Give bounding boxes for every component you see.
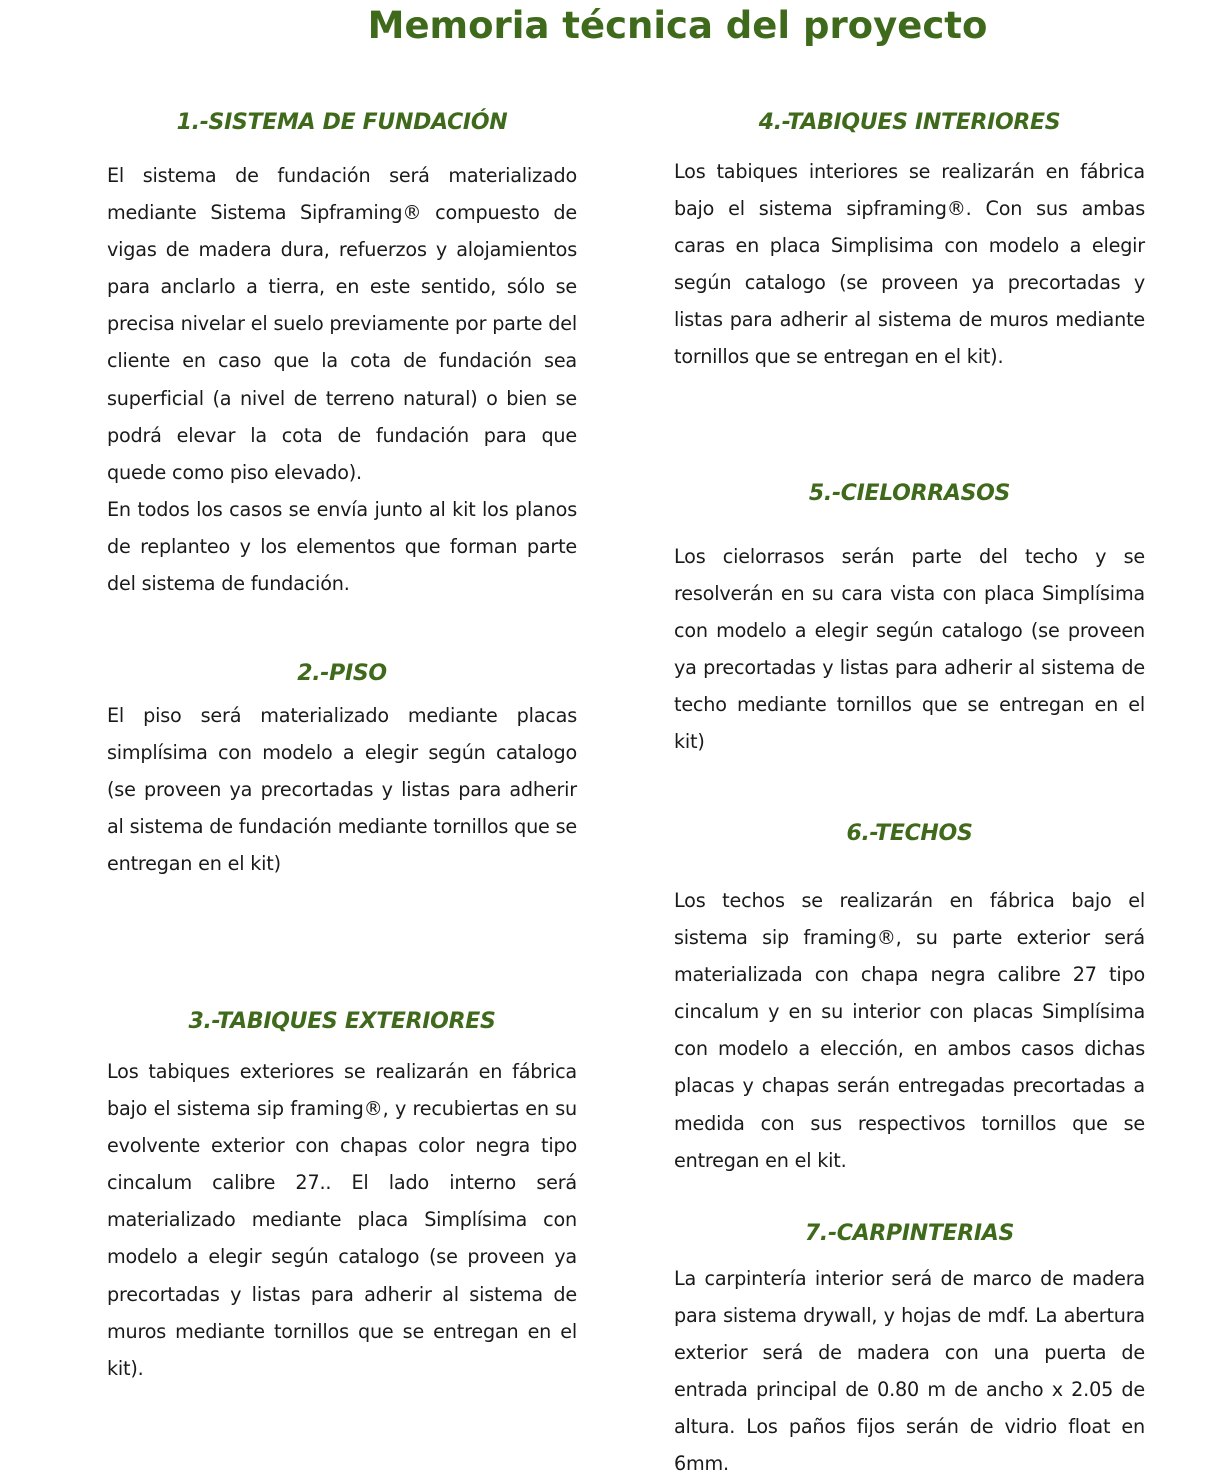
section-paragraph-roofs: Los techos se realizarán en fábrica bajo el sistema sip framing®, su parte exterior será materializada con chapa negra calibre 27 tipo cincalum y en su interior con placas Simplísima con modelo a elección, en ambos casos dichas placas y chapas serán entregadas precortadas a medida con sus respectivos tornillos que se entregan en el kit. (674, 889, 1145, 1172)
section-paragraph-interior-walls: Los tabiques interiores se realizarán en fábrica bajo el sistema sipframing®. Con sus ambas caras en placa Simplisima con modelo a elegir según catalogo (se proveen ya precortadas y listas para adherir al sistema de muros mediante tornillos que se entregan en el kit). (674, 160, 1145, 369)
section-heading-ceilings: 5.-CIELORRASOS (808, 481, 1011, 506)
section-heading-carpentry: 7.-CARPINTERIAS (804, 1221, 1015, 1246)
section-paragraph-floor: El piso será materializado mediante placas simplísima con modelo a elegir según catalogo (se proveen ya precortadas y listas para adherir al sistema de fundación mediante tornillos que se entregan en el kit) (107, 704, 577, 876)
section-paragraph-ceilings: Los cielorrasos serán parte del techo y se resolverán en su cara vista con placa Simplísima con modelo a elegir según catalogo (se proveen ya precortadas y listas para adherir al sistema de techo mediante tornillos que se entregan en el kit) (674, 545, 1145, 754)
document-title: Memoria técnica del proyecto (367, 4, 988, 47)
section-paragraph-carpentry: La carpintería interior será de marco de madera para sistema drywall, y hojas de mdf. La abertura exterior será de madera con una puerta de entrada principal de 0.80 m de ancho x 2.05 de altura. Los paños fijos serán de vidrio float en 6mm. (674, 1267, 1145, 1476)
section-paragraph-foundation-1: El sistema de fundación será materializado mediante Sistema Sipframing® compuesto de vigas de madera dura, refuerzos y alojamientos para anclarlo a tierra, en este sentido, sólo se precisa nivelar el suelo previamente por parte del cliente en caso que la cota de fundación sea superficial (a nivel de terreno natural) o bien se podrá elevar la cota de fundación para que quede como piso elevado). (107, 164, 577, 484)
section-heading-exterior-walls: 3.-TABIQUES EXTERIORES (188, 1009, 496, 1034)
section-paragraph-exterior-walls: Los tabiques exteriores se realizarán en fábrica bajo el sistema sip framing®, y recubiertas en su evolvente exterior con chapas color negra tipo cincalum calibre 27.. El lado interno será materializado mediante placa Simplísima con modelo a elegir según catalogo (se proveen ya precortadas y listas para adherir al sistema de muros mediante tornillos que se entregan en el kit). (107, 1060, 577, 1380)
section-heading-floor: 2.-PISO (297, 661, 387, 686)
section-heading-roofs: 6.-TECHOS (846, 821, 973, 846)
section-heading-foundation: 1.-SISTEMA DE FUNDACIÓN (176, 110, 508, 135)
section-heading-interior-walls: 4.-TABIQUES INTERIORES (758, 110, 1061, 135)
section-paragraph-foundation-2: En todos los casos se envía junto al kit los planos de replanteo y los elementos que forman parte del sistema de fundación. (107, 498, 577, 596)
